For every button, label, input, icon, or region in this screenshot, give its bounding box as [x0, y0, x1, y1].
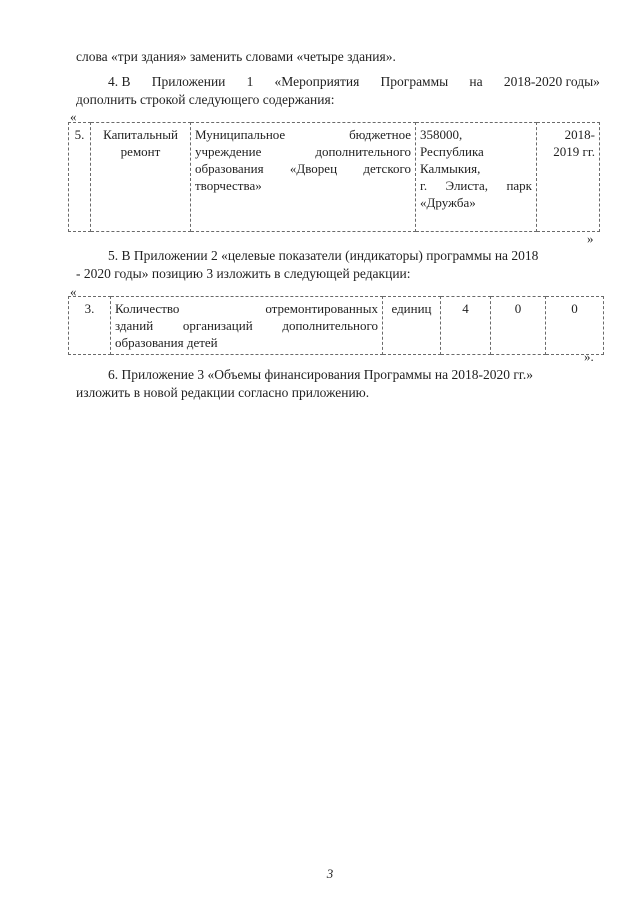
organization-line: образования «Дворец детского [195, 161, 411, 176]
item4-line2: дополнить строкой следующего содержания: [76, 92, 335, 107]
intro-line: слова «три здания» заменить словами «четыре здания». [76, 49, 396, 64]
item4-word: Приложении [151, 74, 226, 89]
address-cell [416, 123, 537, 232]
period-line: 2018- [564, 127, 595, 142]
indicator-name-line: Количество отремонтированных [115, 301, 378, 316]
organization-line: учреждение дополнительного [195, 144, 411, 159]
indicator-name-line: зданий организаций дополнительного [115, 318, 378, 333]
table-row [69, 123, 600, 232]
organization-line: Муниципальное бюджетное [195, 127, 411, 142]
item4-word: «Мероприятия [274, 74, 360, 89]
item4-word: на [469, 74, 483, 89]
row-number: 5. [69, 123, 91, 232]
address-line: 358000, [420, 127, 463, 142]
open-quote: « [70, 284, 77, 299]
value-2018-cell: 4 [441, 297, 491, 355]
item6-line1: 6. Приложение 3 «Объемы финансирования Программы на 2018-2020 гг.» [108, 367, 533, 382]
organization-cell [191, 123, 416, 232]
item4-word: 1 [246, 74, 254, 89]
table-row [69, 297, 604, 355]
period-line: 2019 гг. [553, 144, 595, 159]
address-line: г. Элиста, парк [420, 178, 532, 193]
organization-line: творчества» [195, 178, 262, 193]
activities-table [68, 122, 600, 232]
item4-line1 [108, 73, 600, 90]
page-number: 3 [326, 866, 334, 881]
period-cell [537, 123, 600, 232]
work-type-line: Капитальный [103, 127, 178, 142]
value-2020-cell: 0 [546, 297, 604, 355]
address-line: Калмыкия, [420, 161, 481, 176]
item4-word: 4. В [108, 74, 131, 89]
unit-cell: единиц [383, 297, 441, 355]
open-quote: « [70, 109, 77, 124]
item5-line2: - 2020 годы» позицию 3 изложить в следующей редакции: [76, 266, 411, 281]
item5-line1: 5. В Приложении 2 «целевые показатели (индикаторы) программы на 2018 [108, 248, 539, 263]
item6-line2: изложить в новой редакции согласно приложению. [76, 385, 370, 400]
work-type-cell [91, 123, 191, 232]
item4-word: 2018-2020 годы» [503, 74, 600, 89]
indicator-name-cell [111, 297, 383, 355]
indicator-name-line: образования детей [115, 335, 218, 350]
address-line: «Дружба» [420, 195, 476, 210]
value-2019-cell: 0 [491, 297, 546, 355]
indicators-table [68, 296, 604, 355]
work-type-line: ремонт [120, 144, 161, 159]
close-quote: » [587, 231, 594, 246]
row-number: 3. [69, 297, 111, 355]
item4-word: Программы [380, 74, 449, 89]
close-quote: ». [584, 349, 594, 364]
address-line: Республика [420, 144, 484, 159]
